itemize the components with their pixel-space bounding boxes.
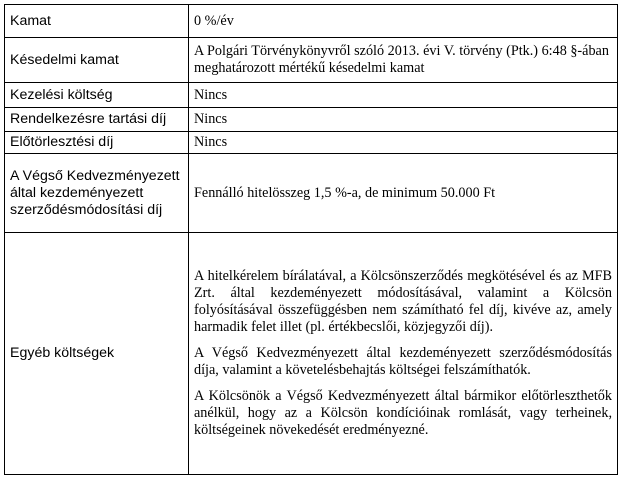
handling-fee-value: Nincs [189, 83, 618, 108]
modification-fee-value: Fennálló hitelösszeg 1,5 %-a, de minimum 50.000 Ft [189, 154, 618, 233]
table-row-handling-fee [5, 83, 618, 108]
loan-conditions-table [4, 4, 618, 475]
handling-fee-label: Kezelési költség [5, 83, 189, 108]
modification-fee-label: A Végső Kedvezményezett által kezdeményezett szerződésmódosítási díj [5, 154, 189, 233]
table-row-prepayment-fee [5, 132, 618, 154]
other-costs-paragraph-1: A hitelkérelem bírálatával, a Kölcsönszerződés megkötésével és az MFB Zrt. által kezdeményezett módosításával, valamint a Kölcsön folyósításával összefüggésben nem számítható fel díj, kivéve az, amely harmadik felet illet (pl. értékbecslői, közjegyzői díj). [194, 268, 612, 335]
late-interest-label: Késedelmi kamat [5, 38, 189, 83]
other-costs-paragraph-2: A Végső Kedvezményezett által kezdeményezett szerződésmódosítás díja, valamint a követelésbehajtás költségei felszámíthatók. [194, 345, 612, 378]
table-row-availability-fee [5, 108, 618, 132]
table-row-other-costs [5, 233, 618, 475]
other-costs-paragraph-3: A Kölcsönök a Végső Kedvezményezett által bármikor előtörleszthetők anélkül, hogy az a Kölcsön kondícióinak romlását, vagy terheinek, költségeinek növekedését eredményezné. [194, 388, 612, 438]
table-row-late-interest [5, 38, 618, 83]
other-costs-label: Egyéb költségek [5, 233, 189, 475]
interest-label: Kamat [5, 5, 189, 38]
other-costs-value [189, 233, 618, 475]
availability-fee-value: Nincs [189, 108, 618, 132]
prepayment-fee-value: Nincs [189, 132, 618, 154]
interest-value: 0 %/év [189, 5, 618, 38]
prepayment-fee-label: Előtörlesztési díj [5, 132, 189, 154]
table-row-modification-fee [5, 154, 618, 233]
availability-fee-label: Rendelkezésre tartási díj [5, 108, 189, 132]
late-interest-value: A Polgári Törvénykönyvről szóló 2013. évi V. törvény (Ptk.) 6:48 §-ában meghatározott mértékű késedelmi kamat [189, 38, 618, 83]
table-row-interest [5, 5, 618, 38]
